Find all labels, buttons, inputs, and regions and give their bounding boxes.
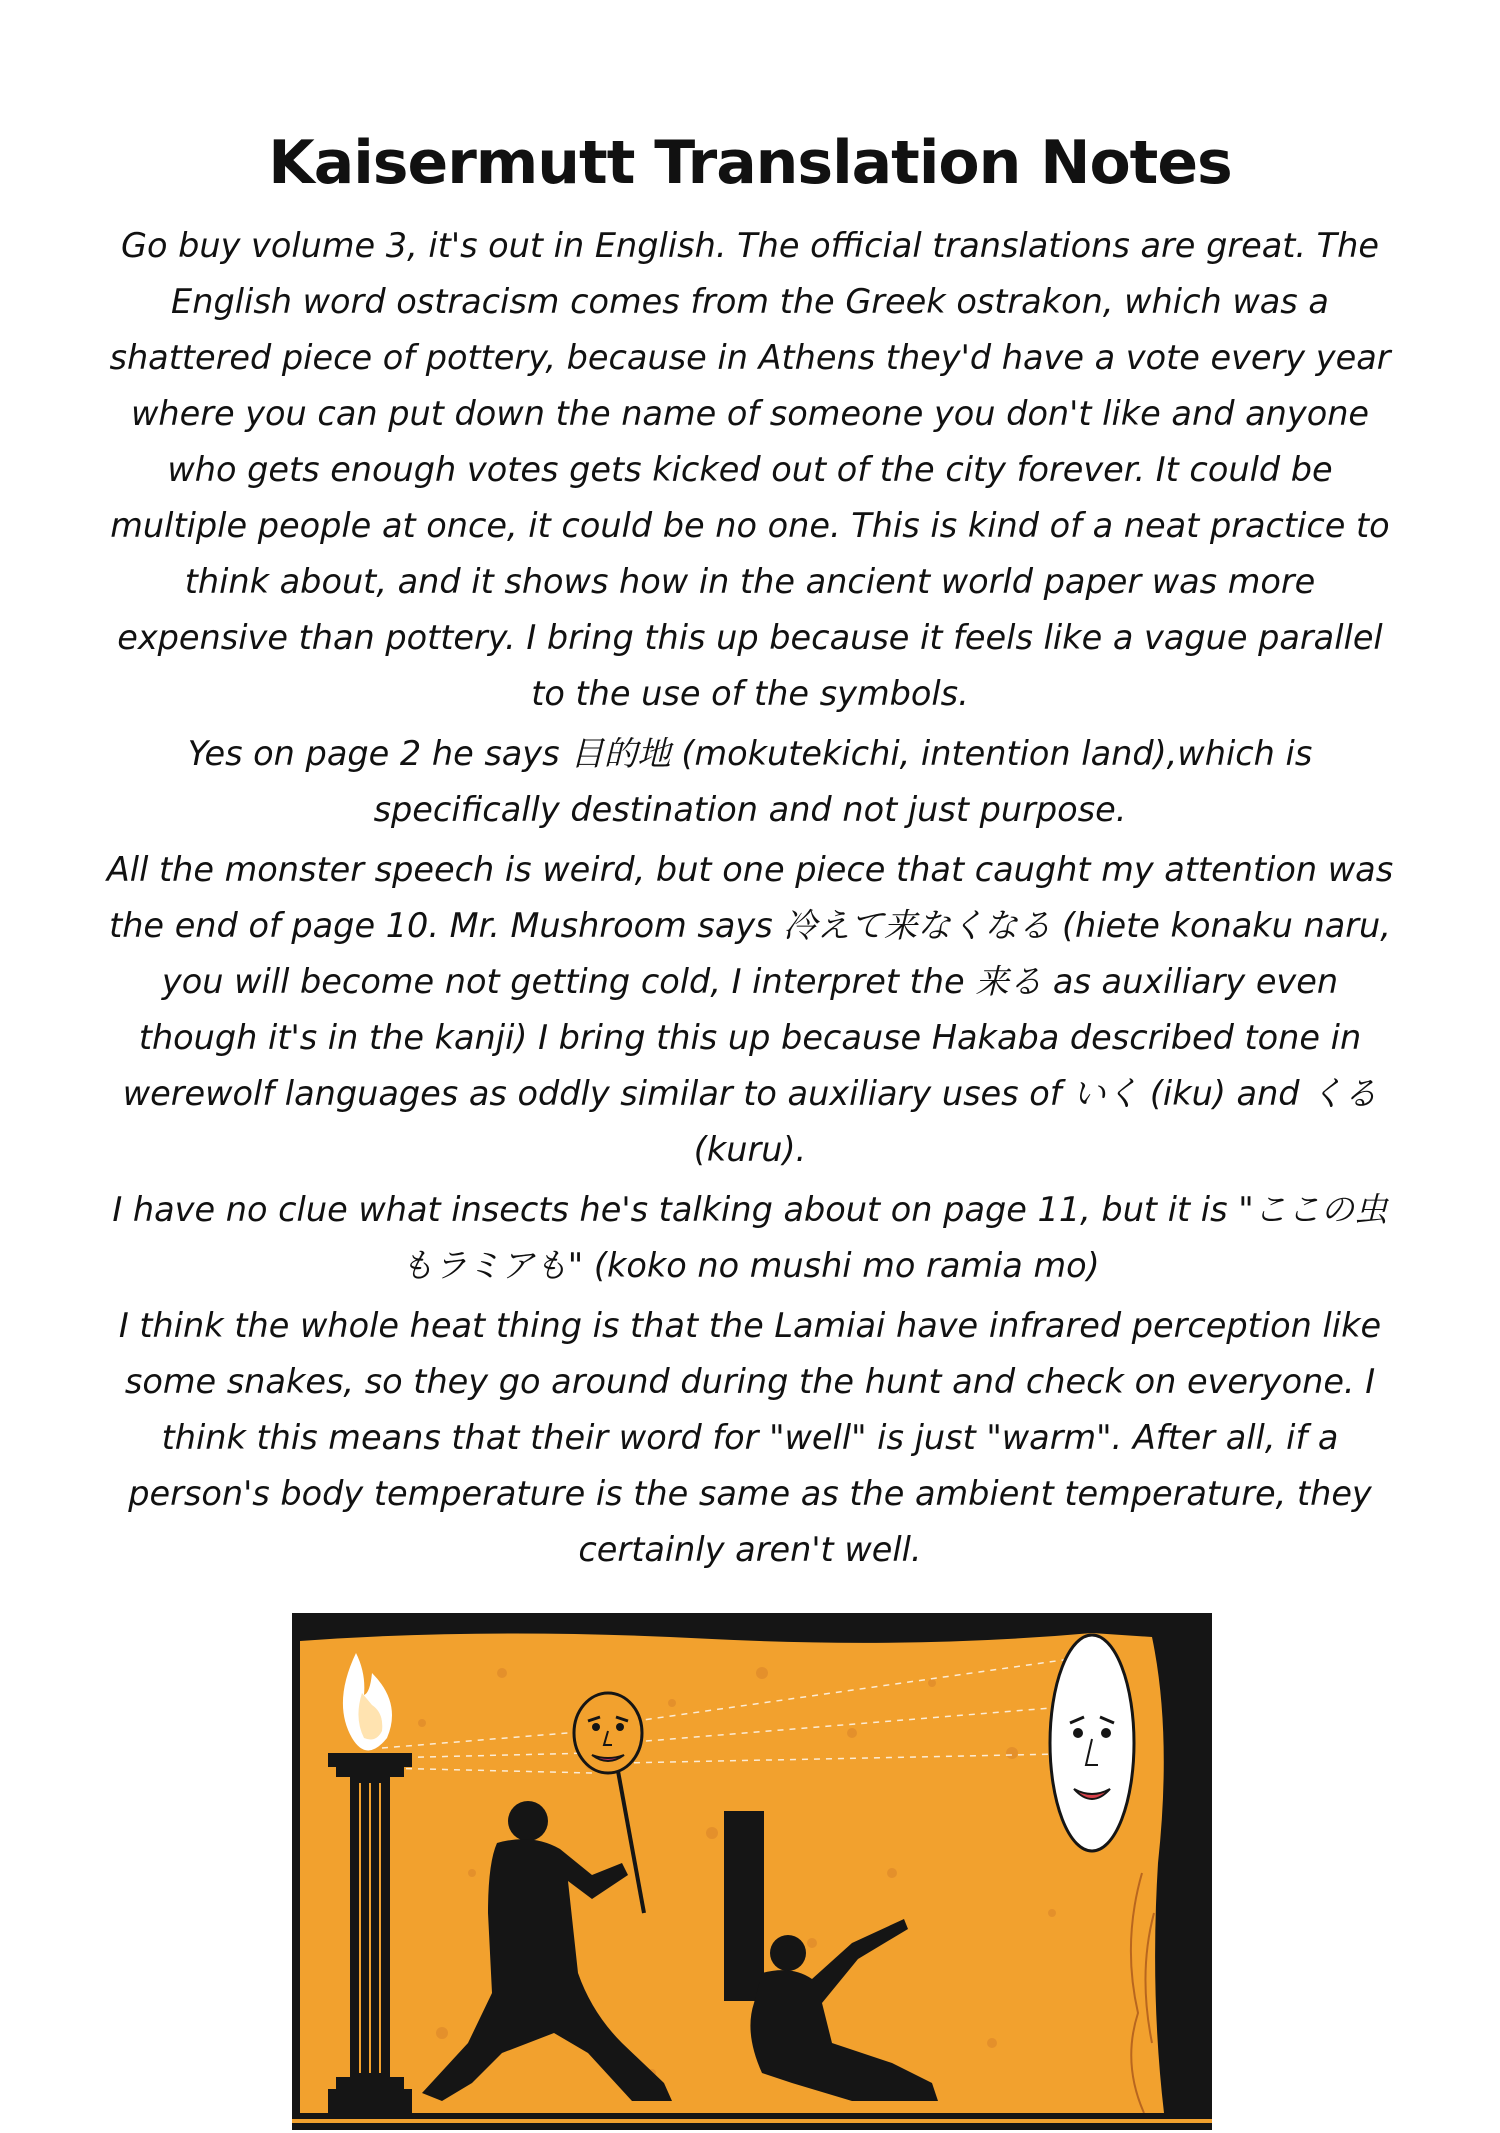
note-paragraph-insects: I have no clue what insects he's talking about on page 11, but it is "ここの虫もラミアも" (koko no mushi mo ramia mo)	[112, 1190, 1388, 1285]
note-paragraph-heat: I think the whole heat thing is that the Lamiai have infrared perception like some snakes, so they go around during the hunt and check on everyone. I think this means that their word for "well" is just "warm". After all, if a person's body temperature is the same as the ambient temperature, they certainly aren't well.	[118, 1306, 1382, 1569]
shadow-mask	[1050, 1635, 1134, 1851]
cave-illustration	[292, 1613, 1212, 2130]
note-paragraph-ostracism: Go buy volume 3, it's out in English. The official translations are great. The English word ostracism comes from the Greek ostrakon, which was a shattered piece of pottery, because in Athens they'd have a vote every year where you can put down the name of someone you don't like and anyone who gets enough votes gets kicked out of the city forever. It could be multiple people at once, it could be no one. This is kind of a neat practice to think about, and it shows how in the ancient world paper was more expensive than pottery. I bring this up because it feels like a vague parallel to the use of the symbols.	[109, 226, 1391, 713]
floor-stripe	[292, 2119, 1212, 2123]
page-title: Kaisermutt Translation Notes	[268, 128, 1232, 198]
note-paragraph-destination: Yes on page 2 he says 目的地 (mokutekichi, intention land),which is specifically destination and not just purpose.	[187, 734, 1313, 829]
notes-body	[100, 218, 1400, 1582]
note-paragraph-monster-speech: All the monster speech is weird, but one piece that caught my attention was the end of page 10. Mr. Mushroom says 冷えて来なくなる (hiete konaku naru, you will become not getting cold, I interpret the 来る as auxiliary even though it's in the kanji) I bring this up because Hakaba described tone in werewolf languages as oddly similar to auxiliary uses of いく (iku) and くる (kuru).	[106, 850, 1394, 1169]
